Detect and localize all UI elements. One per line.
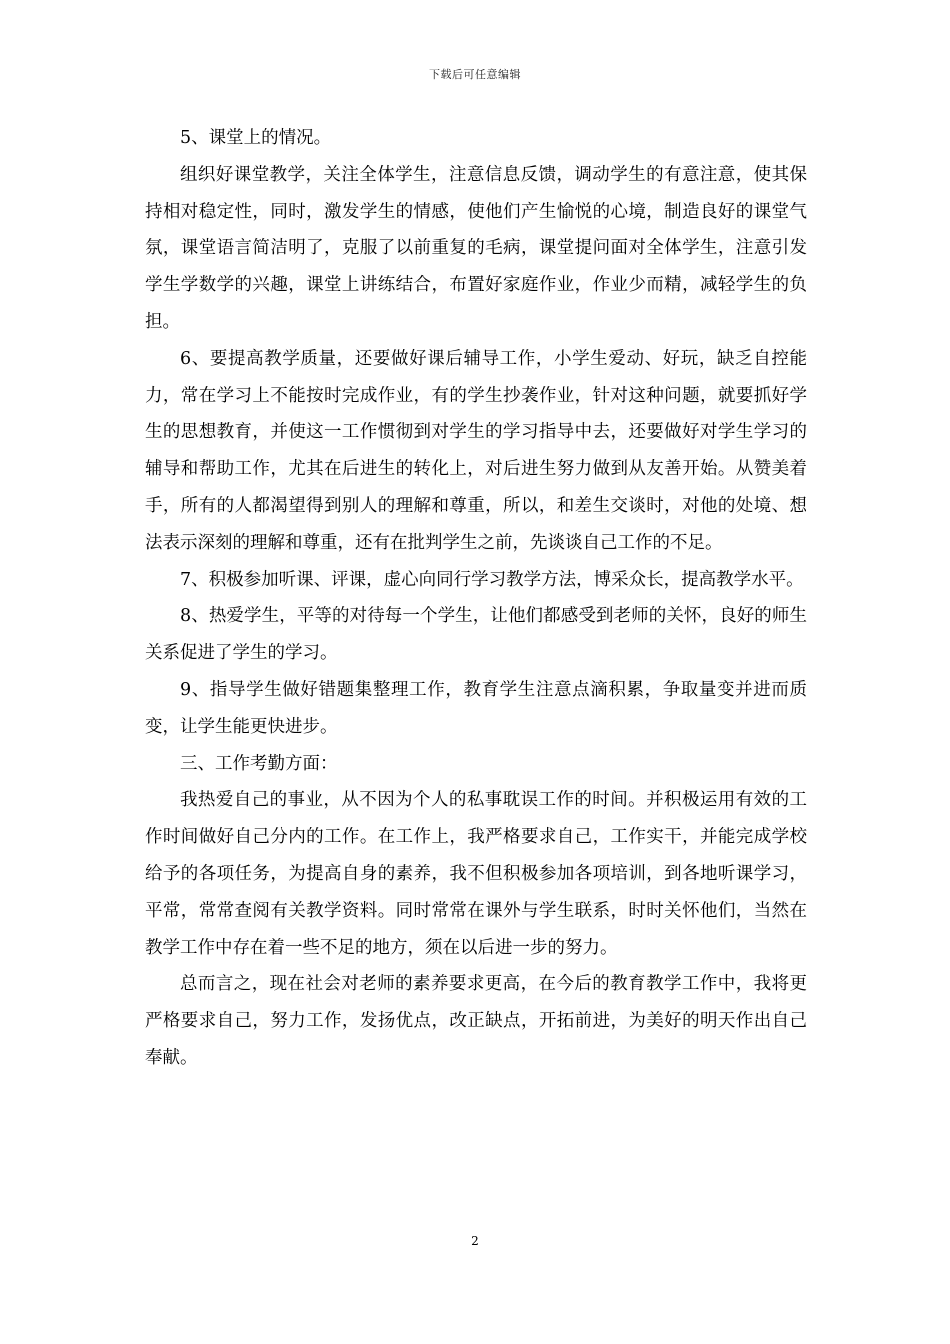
paragraph-item-5-heading: 5、课堂上的情况。 (180, 128, 332, 148)
paragraph-item-8-love-students: 8、热爱学生，平等的对待每一个学生，让他们都感受到老师的关怀，良好的师生关系促进了学生的学习。 (145, 606, 807, 664)
document-body (145, 120, 807, 1077)
section-heading-attendance: 三、工作考勤方面： (180, 753, 338, 774)
paragraph-attendance: 我热爱自己的事业，从不因为个人的私事耽误工作的时间。并积极运用有效的工作时间做好自己分内的工作。在工作上，我严格要求自己，工作实干，并能完成学校给予的各项任务，为提高自身的素养，我不但积极参加各项培训，到各地听课学习，平常，常常查阅有关教学资料。同时常常在课外与学生联系，时时关怀他们，当然在教学工作中存在着一些不足的地方，须在以后进一步的努力。 (145, 790, 807, 958)
paragraph-item-9-error-notebook: 9、指导学生做好错题集整理工作，教育学生注意点滴积累，争取量变并进而质变，让学生能更快进步。 (145, 679, 807, 737)
paragraph-conclusion: 总而言之，现在社会对老师的素养要求更高，在今后的教育教学工作中，我将更严格要求自己，努力工作，发扬优点，改正缺点，开拓前进，为美好的明天作出自己奉献。 (145, 974, 807, 1068)
paragraph-classroom-teaching: 组织好课堂教学，关注全体学生，注意信息反馈，调动学生的有意注意，使其保持相对稳定性，同时，激发学生的情感，使他们产生愉悦的心境，制造良好的课堂气氛，课堂语言简洁明了，克服了以前重复的毛病，课堂提问面对全体学生，注意引发学生学数学的兴趣，课堂上讲练结合，布置好家庭作业，作业少而精，减轻学生的负担。 (145, 164, 807, 332)
page-header: 下载后可任意编辑 (429, 68, 521, 81)
paragraph-item-6-tutoring: 6、要提高教学质量，还要做好课后辅导工作，小学生爱动、好玩，缺乏自控能力，常在学习上不能按时完成作业，有的学生抄袭作业，针对这种问题，就要抓好学生的思想教育，并使这一工作惯彻到对学生的学习指导中去，还要做好对学生学习的辅导和帮助工作，尤其在后进生的转化上，对后进生努力做到从友善开始。从赞美着手，所有的人都渴望得到别人的理解和尊重，所以，和差生交谈时，对他的处境、想法表示深刻的理解和尊重，还有在批判学生之前，先谈谈自己工作的不足。 (145, 348, 807, 553)
page-number: 2 (471, 1234, 479, 1248)
paragraph-item-7-lesson-observation: 7、积极参加听课、评课，虚心向同行学习教学方法，博采众长，提高教学水平。 (180, 569, 804, 590)
